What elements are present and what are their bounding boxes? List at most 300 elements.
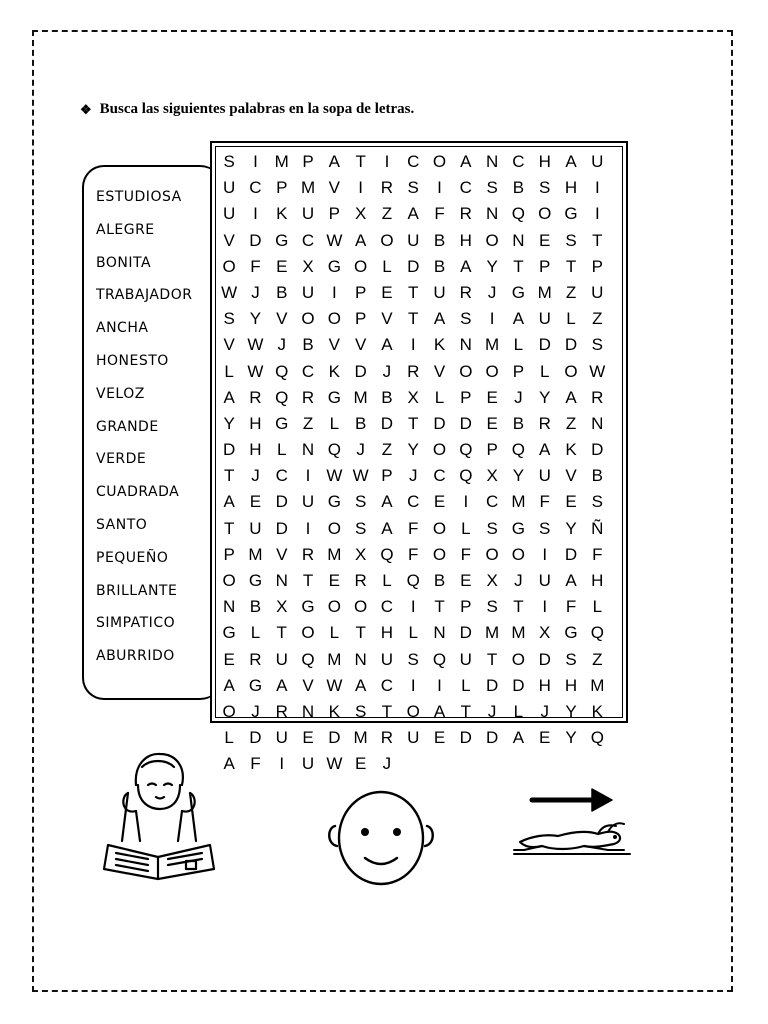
grid-letter: S bbox=[407, 178, 419, 198]
grid-letter: V bbox=[328, 335, 340, 355]
diamond-bullet-icon: ❖ bbox=[80, 101, 92, 117]
grid-letter: B bbox=[381, 387, 393, 407]
grid-letter: E bbox=[302, 728, 314, 748]
grid-letter: M bbox=[327, 649, 342, 669]
grid-letter: K bbox=[565, 440, 577, 460]
grid-letter: L bbox=[277, 440, 287, 460]
grid-letter: J bbox=[514, 387, 523, 407]
grid-letter: I bbox=[542, 544, 548, 564]
grid-letter: Q bbox=[275, 361, 289, 381]
grid-letter: X bbox=[302, 256, 314, 276]
grid-letter: N bbox=[485, 204, 499, 224]
grid-letter: T bbox=[276, 623, 287, 643]
grid-letter: X bbox=[354, 204, 367, 224]
grid-letter: P bbox=[302, 152, 314, 171]
grid-letter: K bbox=[328, 361, 340, 381]
grid-letter: I bbox=[594, 204, 600, 224]
word-list-item: ESTUDIOSA bbox=[96, 189, 182, 205]
grid-letter: T bbox=[565, 256, 577, 276]
grid-letter: M bbox=[353, 387, 368, 407]
grid-letter: C bbox=[249, 178, 262, 198]
grid-letter: X bbox=[276, 597, 288, 617]
grid-letter: F bbox=[460, 544, 472, 564]
grid-letter: F bbox=[408, 518, 419, 538]
grid-letter: D bbox=[512, 675, 525, 695]
word-list-item: HONESTO bbox=[96, 352, 169, 369]
grid-letter: Y bbox=[249, 309, 262, 329]
grid-letter: T bbox=[592, 230, 603, 250]
grid-letter: U bbox=[538, 466, 551, 486]
grid-letter: C bbox=[407, 152, 420, 171]
grid-letter: A bbox=[512, 309, 525, 329]
grid-letter: E bbox=[539, 230, 551, 250]
word-list-item: PEQUEÑO bbox=[96, 549, 169, 566]
grid-letter: O bbox=[564, 361, 578, 381]
grid-letter: M bbox=[274, 152, 289, 171]
grid-letter: J bbox=[540, 701, 549, 721]
grid-letter: O bbox=[301, 309, 315, 329]
grid-letter: B bbox=[512, 178, 525, 198]
grid-letter: D bbox=[275, 518, 288, 538]
grid-letter: Q bbox=[406, 571, 420, 590]
grid-letter: V bbox=[302, 675, 314, 695]
grid-letter: L bbox=[539, 361, 550, 381]
word-search-frame bbox=[210, 141, 628, 774]
grid-letter: O bbox=[459, 361, 473, 381]
word-list-item: BRILLANTE bbox=[96, 582, 178, 599]
grid-letter: V bbox=[223, 335, 235, 355]
grid-letter: A bbox=[354, 675, 367, 695]
grid-letter: S bbox=[591, 492, 603, 512]
grid-letter: K bbox=[328, 701, 340, 721]
grid-letter: D bbox=[275, 492, 288, 512]
grid-letter: I bbox=[594, 178, 600, 198]
grid-letter: T bbox=[513, 597, 524, 617]
grid-letter: L bbox=[566, 309, 576, 329]
word-list-item: ABURRIDO bbox=[96, 648, 175, 665]
grid-letter: V bbox=[276, 309, 288, 329]
grid-letter: N bbox=[223, 597, 236, 617]
grid-letter: W bbox=[589, 361, 606, 381]
grid-letter: N bbox=[275, 571, 288, 590]
grid-letter: D bbox=[591, 440, 604, 460]
grid-letter: C bbox=[380, 675, 394, 695]
grid-letter: G bbox=[301, 597, 315, 617]
grid-letter: Q bbox=[459, 440, 473, 460]
grid-letter: I bbox=[489, 309, 495, 329]
grid-letter: E bbox=[565, 492, 577, 512]
grid-letter: M bbox=[590, 675, 605, 695]
grid-letter: F bbox=[565, 597, 577, 617]
grid-letter: U bbox=[275, 728, 288, 748]
grid-letter: U bbox=[223, 178, 236, 198]
grid-letter: R bbox=[538, 413, 551, 433]
grid-letter: Q bbox=[590, 728, 604, 748]
grid-letter: O bbox=[432, 440, 447, 460]
grid-letter: B bbox=[249, 597, 262, 617]
grid-letter: U bbox=[249, 518, 262, 538]
grid-letter: I bbox=[331, 282, 337, 302]
grid-letter: V bbox=[565, 466, 577, 486]
grid-letter: S bbox=[354, 701, 367, 721]
grid-letter: E bbox=[539, 728, 551, 748]
grid-letter: U bbox=[538, 571, 551, 590]
word-list-item: BONITA bbox=[96, 254, 152, 271]
grid-letter: S bbox=[539, 518, 551, 538]
grid-letter: O bbox=[432, 152, 447, 171]
grid-letter: E bbox=[328, 571, 340, 590]
grid-letter: Z bbox=[592, 649, 603, 669]
grid-letter: H bbox=[459, 230, 472, 250]
grid-letter: I bbox=[305, 466, 311, 486]
grid-letter: W bbox=[221, 282, 238, 302]
grid-letter: M bbox=[511, 623, 526, 643]
grid-letter: G bbox=[327, 256, 341, 276]
grid-letter: L bbox=[461, 518, 471, 538]
grid-letter: E bbox=[249, 492, 262, 512]
grid-letter: Z bbox=[592, 309, 603, 329]
grid-letter: R bbox=[407, 361, 420, 381]
grid-letter: Y bbox=[223, 413, 235, 433]
word-list-box bbox=[82, 165, 222, 700]
grid-letter: O bbox=[380, 230, 394, 250]
grid-letter: U bbox=[301, 754, 315, 774]
grid-letter: W bbox=[352, 466, 369, 486]
grid-letter: D bbox=[564, 335, 578, 355]
grid-letter: Q bbox=[459, 466, 473, 486]
grid-letter: E bbox=[223, 649, 235, 669]
grid-letter: N bbox=[485, 152, 499, 171]
grid-letter: L bbox=[513, 335, 524, 355]
grid-letter: D bbox=[407, 256, 420, 276]
grid-letter: J bbox=[514, 571, 523, 590]
grid-letter: W bbox=[247, 361, 264, 381]
grid-letter: A bbox=[433, 701, 446, 721]
grid-letter: V bbox=[276, 544, 288, 564]
grid-letter: C bbox=[433, 466, 446, 486]
grid-letter: G bbox=[275, 413, 289, 433]
grid-letter: F bbox=[539, 492, 550, 512]
grid-letter: D bbox=[223, 440, 236, 460]
grid-letter: M bbox=[511, 492, 526, 512]
grid-letter: E bbox=[354, 754, 367, 774]
grid-letter: G bbox=[511, 518, 526, 538]
grid-letter: U bbox=[275, 649, 288, 669]
word-list bbox=[96, 189, 192, 681]
grid-letter: E bbox=[276, 256, 288, 276]
grid-letter: H bbox=[380, 623, 394, 643]
grid-letter: S bbox=[460, 309, 472, 329]
grid-letter: P bbox=[276, 178, 288, 198]
grid-letter: U bbox=[301, 282, 315, 302]
grid-letter: E bbox=[460, 571, 472, 590]
grid-letter: A bbox=[565, 571, 577, 590]
grid-letter: E bbox=[433, 492, 446, 512]
grid-letter: O bbox=[327, 597, 341, 617]
grid-letter: H bbox=[538, 675, 551, 695]
grid-letter: Y bbox=[565, 701, 577, 721]
grid-letter: C bbox=[275, 466, 288, 486]
grid-letter: T bbox=[302, 571, 314, 590]
grid-letter: I bbox=[305, 518, 311, 538]
grid-letter: O bbox=[432, 544, 447, 564]
grid-letter: N bbox=[433, 623, 446, 643]
grid-letter: D bbox=[459, 413, 472, 433]
word-list-item: ANCHA bbox=[96, 320, 149, 337]
grid-letter: S bbox=[223, 152, 235, 171]
grid-letter: R bbox=[249, 387, 262, 407]
grid-letter: U bbox=[433, 282, 446, 302]
grid-letter: E bbox=[433, 728, 446, 748]
grid-letter: A bbox=[354, 230, 367, 250]
word-list-item: SANTO bbox=[96, 516, 148, 533]
grid-letter: L bbox=[382, 256, 392, 276]
grid-letter: Q bbox=[301, 649, 315, 669]
grid-letter: B bbox=[276, 282, 288, 302]
grid-letter: T bbox=[408, 309, 419, 329]
grid-letter: D bbox=[459, 623, 472, 643]
grid-letter: I bbox=[384, 152, 390, 171]
grid-letter: S bbox=[407, 649, 419, 669]
grid-letter: Y bbox=[407, 440, 419, 460]
studious-child-reading-icon bbox=[98, 745, 220, 885]
grid-letter: Z bbox=[565, 413, 577, 433]
grid-letter: J bbox=[251, 701, 260, 721]
grid-letter: P bbox=[460, 597, 472, 617]
grid-letter: H bbox=[564, 675, 578, 695]
grid-letter: J bbox=[408, 466, 418, 486]
grid-letter: K bbox=[591, 701, 603, 721]
grid-letter: D bbox=[459, 728, 472, 748]
grid-letter: O bbox=[485, 230, 499, 250]
grid-letter: N bbox=[301, 440, 315, 460]
grid-letter: B bbox=[433, 230, 446, 250]
grid-letter: W bbox=[326, 230, 343, 250]
grid-letter: Y bbox=[539, 387, 551, 407]
grid-letter: C bbox=[512, 152, 525, 171]
grid-letter: J bbox=[251, 466, 260, 486]
grid-letter: A bbox=[276, 675, 288, 695]
grid-letter: R bbox=[380, 178, 394, 198]
grid-letter: H bbox=[538, 152, 551, 171]
grid-letter: H bbox=[564, 178, 578, 198]
grid-letter: H bbox=[591, 571, 604, 590]
grid-letter: A bbox=[433, 309, 446, 329]
fast-running-hare-icon bbox=[512, 784, 636, 868]
grid-letter: V bbox=[354, 335, 367, 355]
grid-letter: A bbox=[381, 492, 393, 512]
grid-letter: G bbox=[564, 204, 578, 224]
grid-letter: J bbox=[487, 282, 497, 302]
grid-letter: O bbox=[222, 571, 236, 590]
grid-letter: B bbox=[433, 571, 446, 590]
smiling-face-icon bbox=[325, 786, 437, 886]
grid-letter: R bbox=[301, 387, 315, 407]
grid-letter: O bbox=[327, 309, 341, 329]
grid-letter: M bbox=[485, 623, 500, 643]
grid-letter: G bbox=[511, 282, 526, 302]
grid-letter: E bbox=[486, 387, 498, 407]
grid-letter: I bbox=[463, 492, 469, 512]
grid-letter: U bbox=[538, 309, 551, 329]
grid-letter: J bbox=[487, 701, 497, 721]
grid-letter: T bbox=[434, 597, 445, 617]
word-list-item: CUADRADA bbox=[96, 484, 180, 501]
grid-letter: D bbox=[433, 413, 446, 433]
grid-letter: S bbox=[565, 230, 577, 250]
grid-letter: X bbox=[486, 466, 498, 486]
grid-letter: W bbox=[247, 335, 264, 355]
grid-letter: T bbox=[355, 152, 366, 171]
grid-letter: Q bbox=[432, 649, 447, 669]
grid-letter: P bbox=[328, 204, 340, 224]
grid-letter: A bbox=[407, 204, 419, 224]
grid-letter: I bbox=[253, 152, 258, 171]
grid-letter: Q bbox=[380, 544, 394, 564]
grid-letter: S bbox=[354, 492, 367, 512]
grid-letter: I bbox=[279, 754, 285, 774]
grid-letter: G bbox=[248, 571, 263, 590]
grid-letter: A bbox=[539, 440, 551, 460]
grid-letter: Q bbox=[590, 623, 604, 643]
grid-letter: X bbox=[407, 387, 419, 407]
grid-letter: G bbox=[327, 492, 341, 512]
grid-letter: P bbox=[381, 466, 393, 486]
grid-letter: N bbox=[512, 230, 525, 250]
grid-letter: Q bbox=[511, 440, 526, 460]
grid-letter: I bbox=[437, 178, 442, 198]
grid-letter: A bbox=[381, 335, 393, 355]
grid-letter: D bbox=[485, 675, 499, 695]
grid-letter: O bbox=[485, 544, 499, 564]
grid-letter: L bbox=[329, 623, 340, 643]
grid-letter: D bbox=[328, 728, 341, 748]
grid-letter: L bbox=[461, 675, 471, 695]
grid-letter: J bbox=[382, 754, 392, 774]
grid-letter: P bbox=[486, 440, 498, 460]
word-list-item: SIMPATICO bbox=[96, 615, 176, 632]
grid-letter: S bbox=[486, 518, 498, 538]
grid-letter: L bbox=[224, 361, 234, 381]
grid-letter: U bbox=[407, 728, 420, 748]
grid-letter: G bbox=[327, 387, 341, 407]
grid-letter: L bbox=[513, 701, 524, 721]
grid-letter: N bbox=[591, 413, 604, 433]
grid-letter: K bbox=[276, 204, 288, 224]
grid-letter: F bbox=[434, 204, 445, 224]
grid-letter: S bbox=[539, 178, 551, 198]
grid-letter: A bbox=[328, 152, 340, 171]
grid-letter: Y bbox=[565, 518, 577, 538]
grid-letter: B bbox=[302, 335, 314, 355]
grid-letter: R bbox=[249, 649, 262, 669]
grid-letter: Y bbox=[486, 256, 498, 276]
grid-letter: C bbox=[407, 492, 420, 512]
grid-letter: O bbox=[301, 623, 315, 643]
grid-letter: Q bbox=[275, 387, 289, 407]
grid-letter: T bbox=[223, 466, 235, 486]
grid-letter: V bbox=[381, 309, 393, 329]
grid-letter: E bbox=[381, 282, 393, 302]
grid-letter: D bbox=[538, 335, 551, 355]
grid-letter: V bbox=[433, 361, 446, 381]
grid-letter: R bbox=[275, 701, 288, 721]
grid-letter: S bbox=[223, 309, 235, 329]
grid-letter: O bbox=[485, 361, 499, 381]
grid-letter: Z bbox=[381, 204, 393, 224]
grid-letter: L bbox=[408, 623, 418, 643]
grid-letter: O bbox=[538, 204, 552, 224]
grid-letter: L bbox=[592, 597, 603, 617]
grid-letter: P bbox=[354, 282, 367, 302]
grid-letter: Z bbox=[381, 440, 393, 460]
grid-letter: P bbox=[591, 256, 603, 276]
grid-letter: J bbox=[251, 282, 260, 302]
grid-letter: Ñ bbox=[591, 518, 604, 538]
grid-letter: M bbox=[327, 544, 342, 564]
grid-letter: O bbox=[222, 256, 236, 276]
word-list-item: VERDE bbox=[96, 451, 147, 468]
grid-letter: T bbox=[513, 256, 524, 276]
word-list-item: GRANDE bbox=[96, 418, 159, 435]
grid-letter: B bbox=[512, 413, 525, 433]
grid-letter: I bbox=[410, 675, 416, 695]
grid-letter: Y bbox=[512, 466, 525, 486]
grid-letter: W bbox=[326, 754, 343, 774]
grid-letter: A bbox=[460, 152, 472, 171]
grid-letter: I bbox=[358, 178, 363, 198]
grid-letter: P bbox=[512, 361, 525, 381]
grid-letter: H bbox=[249, 440, 262, 460]
grid-letter: Q bbox=[327, 440, 341, 460]
grid-letter: M bbox=[485, 335, 500, 355]
grid-letter: S bbox=[591, 335, 603, 355]
grid-letter: S bbox=[354, 518, 367, 538]
grid-letter: F bbox=[250, 256, 261, 276]
grid-letter: A bbox=[223, 387, 235, 407]
grid-letter: A bbox=[223, 492, 235, 512]
grid-letter: C bbox=[380, 597, 394, 617]
grid-letter: I bbox=[410, 335, 416, 355]
grid-letter: U bbox=[223, 204, 236, 224]
grid-letter: T bbox=[408, 282, 419, 302]
grid-letter: D bbox=[485, 728, 499, 748]
word-list-item: VELOZ bbox=[96, 385, 145, 402]
grid-letter: D bbox=[564, 544, 578, 564]
grid-letter: U bbox=[301, 492, 315, 512]
grid-letter: L bbox=[329, 413, 340, 433]
grid-letter: C bbox=[301, 361, 315, 381]
grid-letter: F bbox=[408, 544, 419, 564]
grid-letter: A bbox=[223, 754, 235, 774]
grid-letter: Q bbox=[511, 204, 526, 224]
grid-letter: A bbox=[460, 256, 472, 276]
grid-letter: R bbox=[380, 728, 394, 748]
grid-letter: I bbox=[437, 675, 442, 695]
word-search-grid bbox=[216, 149, 610, 778]
grid-letter: G bbox=[222, 623, 236, 643]
grid-letter: C bbox=[459, 178, 472, 198]
grid-letter: O bbox=[432, 518, 447, 538]
grid-letter: P bbox=[539, 256, 551, 276]
grid-letter: V bbox=[328, 178, 340, 198]
word-list-item: TRABAJADOR bbox=[96, 287, 193, 304]
grid-letter: F bbox=[250, 754, 261, 774]
grid-letter: A bbox=[512, 728, 525, 748]
grid-letter: Z bbox=[302, 413, 314, 433]
grid-letter: A bbox=[381, 518, 393, 538]
grid-letter: R bbox=[591, 387, 604, 407]
